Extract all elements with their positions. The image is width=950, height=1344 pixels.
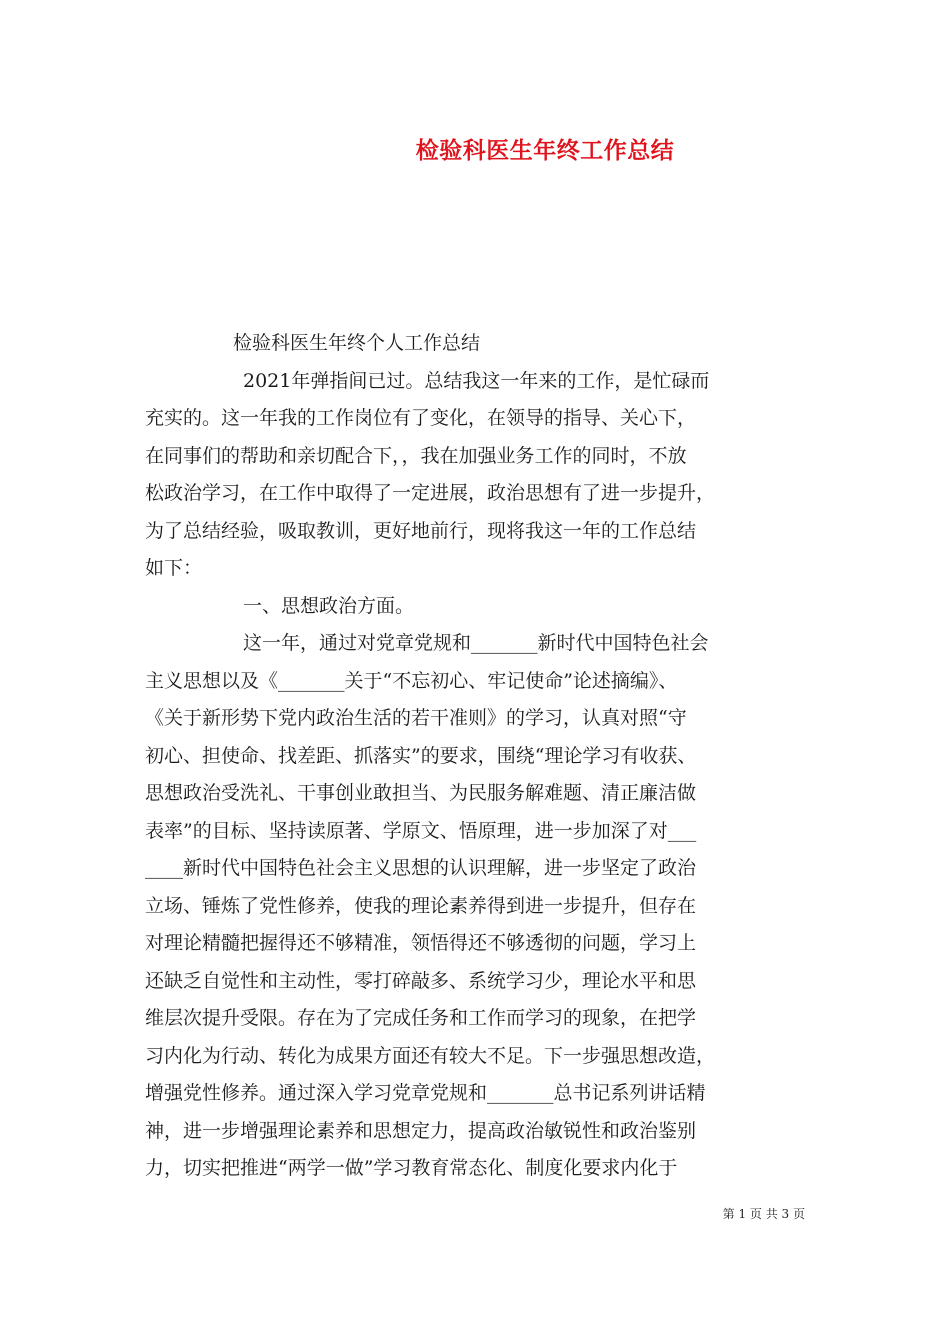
paragraph-line: 思想政治受洗礼、干事创业敢担当、为民服务解难题、清正廉洁做 [145, 782, 697, 804]
document-body [145, 325, 835, 1188]
paragraph-line: 增强党性修养。通过深入学习党章党规和_______总书记系列讲话精 [145, 1082, 706, 1104]
paragraph-line: 这一年，通过对党章党规和_______新时代中国特色社会 [243, 632, 709, 654]
paragraph-line: 为了总结经验，吸取教训，更好地前行，现将我这一年的工作总结 [145, 519, 697, 542]
paragraph-line: 维层次提升受限。存在为了完成任务和工作而学习的现象，在把学 [145, 1007, 697, 1029]
paragraph-line: 习内化为行动、转化为成果方面还有较大不足。下一步强思想改造， [145, 1044, 716, 1067]
paragraph-line: 松政治学习，在工作中取得了一定进展，政治思想有了进一步提升， [145, 482, 716, 504]
paragraph-line: 主义思想以及《_______关于“不忘初心、牢记使命”论述摘编》、 [145, 669, 678, 692]
paragraph-line: 表率”的目标、坚持读原著、学原文、悟原理，进一步加深了对___ [145, 819, 697, 842]
paragraph-line: 力，切实把推进“两学一做”学习教育常态化、制度化要求内化于 [145, 1157, 678, 1179]
paragraph-line: 还缺乏自觉性和主动性，零打碎敲多、系统学习少，理论水平和思 [145, 969, 697, 992]
section-heading: 一、思想政治方面。 [243, 594, 415, 617]
document-subtitle: 检验科医生年终个人工作总结 [233, 332, 481, 354]
page-number: 第 1 页 共 3 页 [722, 1207, 805, 1221]
paragraph-line: 如下： [145, 557, 203, 579]
paragraph-line: 充实的。这一年我的工作岗位有了变化，在领导的指导、关心下， [145, 407, 697, 429]
paragraph-line: 2021年弹指间已过。总结我这一年来的工作，是忙碌而 [243, 369, 710, 392]
paragraph-line: 在同事们的帮助和亲切配合下，，我在加强业务工作的同时，不放 [145, 444, 687, 467]
paragraph-line: 《关于新形势下党内政治生活的若干准则》的学习，认真对照“守 [145, 707, 687, 729]
paragraph-line: ____新时代中国特色社会主义思想的认识理解，进一步坚定了政治 [145, 857, 697, 879]
paragraph-line: 对理论精髓把握得还不够精准，领悟得还不够透彻的问题，学习上 [145, 932, 697, 954]
paragraph-line: 神，进一步增强理论素养和思想定力，提高政治敏锐性和政治鉴别 [145, 1119, 697, 1142]
paragraph-line: 初心、担使命、找差距、抓落实”的要求，围绕“理论学习有收获、 [145, 744, 697, 767]
document-title: 检验科医生年终工作总结 [415, 138, 675, 164]
paragraph-line: 立场、锤炼了党性修养，使我的理论素养得到进一步提升，但存在 [145, 894, 697, 917]
